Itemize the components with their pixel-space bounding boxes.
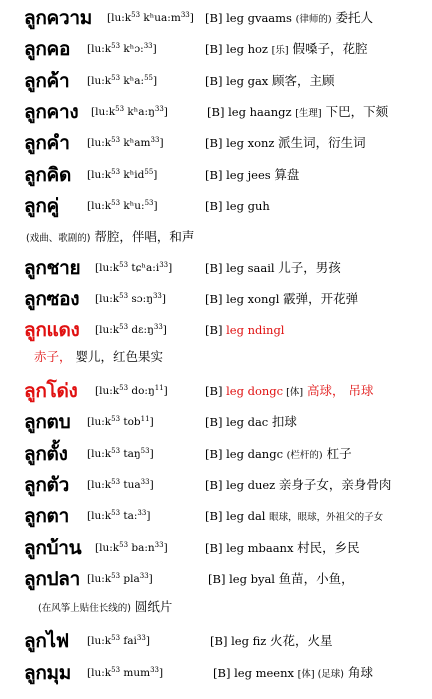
ipa-part: ]: [149, 448, 154, 460]
ipa-transcription: [87, 633, 150, 649]
source-term: [B] leg gax: [205, 74, 272, 88]
thai-headword: ลูกไฟ: [24, 630, 69, 652]
source-term: [B]: [205, 323, 227, 337]
tone-mark: 53: [111, 168, 121, 176]
source-term: [B] leg dal: [205, 509, 270, 523]
ipa-part: ]: [189, 12, 194, 24]
ipa-part: ]: [153, 169, 158, 181]
dictionary-entry: [0, 660, 432, 686]
ipa-part: kʰid: [120, 169, 145, 181]
ipa-transcription: [87, 198, 158, 214]
ipa-transcription: [91, 104, 168, 120]
ipa-part: ]: [149, 416, 154, 428]
thai-headword: ลูกคอ: [24, 38, 71, 60]
dictionary-entry: [0, 5, 432, 31]
tone-mark: 55: [144, 74, 154, 82]
thai-headword: ลูกตา: [24, 505, 69, 527]
thai-headword: ลูกปลา: [24, 568, 81, 590]
tone-mark: 53: [111, 199, 121, 207]
ipa-part: ]: [158, 667, 164, 679]
source-term: [B] leg gvaams: [205, 11, 296, 25]
ipa-part: [lu:k: [87, 75, 112, 87]
translation: [205, 322, 285, 338]
ipa-part: ]: [148, 573, 153, 585]
thai-headword: ลูกคู่: [24, 195, 59, 217]
ipa-part: ]: [162, 324, 167, 336]
translation: [205, 260, 341, 276]
usage-note: (栏杆的): [286, 450, 323, 461]
ipa-transcription: [95, 322, 167, 338]
ipa-part: kʰu:: [120, 200, 145, 212]
chinese-gloss: 村民，乡民: [297, 540, 360, 555]
ipa-part: tɕʰa:i: [128, 262, 160, 274]
usage-note: (律师的): [295, 14, 332, 25]
chinese-gloss: 派生词，衍生词: [278, 135, 366, 150]
ipa-part: do:ŋ: [128, 385, 155, 397]
tone-mark: 33: [152, 292, 162, 300]
dictionary-entry: [0, 566, 432, 592]
tone-mark: 53: [140, 447, 150, 455]
source-term: [B] leg haangz: [207, 105, 296, 119]
tone-mark: 33: [154, 105, 164, 113]
source-term: [B] leg xongl: [205, 292, 284, 306]
ipa-transcription: [87, 73, 157, 89]
source-term: [B] leg mbaanx: [205, 541, 298, 555]
thai-headword: ลูกความ: [24, 7, 92, 29]
ipa-part: [lu:k: [95, 324, 120, 336]
translation: [205, 508, 383, 526]
ipa-part: [lu:k: [95, 262, 120, 274]
ipa-part: ]: [153, 75, 158, 87]
ipa-part: kʰa:ŋ: [124, 106, 155, 118]
ipa-transcription: [87, 446, 154, 462]
tone-mark: 11: [154, 384, 164, 392]
tone-mark: 33: [159, 261, 169, 269]
source-term: [B] leg duez: [205, 478, 279, 492]
source-term: [B] leg meenx: [213, 666, 298, 680]
ipa-transcription: [87, 167, 157, 183]
ipa-part: ]: [152, 43, 157, 55]
ipa-part: [lu:k: [87, 510, 112, 522]
tone-mark: 53: [111, 666, 121, 674]
ipa-transcription: [87, 571, 153, 587]
chinese-gloss: 眼球，眼球，外祖父的子女: [269, 512, 384, 523]
ipa-transcription: [87, 414, 154, 430]
tone-mark: 53: [119, 541, 129, 549]
chinese-gloss-highlight: 高球， 吊球: [303, 383, 374, 398]
ipa-part: [lu:k: [87, 137, 112, 149]
ipa-part: [lu:k: [87, 169, 112, 181]
thai-headword: ลูกแดง: [24, 319, 80, 341]
source-term: [B] leg byal: [208, 572, 279, 586]
translation: [205, 540, 360, 556]
tone-mark: 53: [111, 509, 121, 517]
tone-mark: 53: [131, 11, 141, 19]
ipa-part: ba:n: [128, 542, 155, 554]
translation: [205, 167, 299, 183]
ipa-transcription: [87, 508, 150, 524]
dictionary-entry: [0, 317, 432, 343]
tone-mark: 53: [144, 199, 154, 207]
source-term: [B] leg xonz: [205, 136, 279, 150]
chinese-gloss: 算盘: [274, 167, 300, 182]
tone-mark: 53: [111, 74, 121, 82]
dictionary-entry: [0, 36, 432, 62]
tone-mark: 33: [153, 323, 163, 331]
thai-headword: ลูกตบ: [24, 411, 71, 433]
tone-mark: 33: [180, 11, 190, 19]
dictionary-entry: [0, 193, 432, 219]
thai-headword: ลูกบ้าน: [24, 537, 82, 559]
ipa-part: ]: [146, 510, 151, 522]
translation: [210, 633, 332, 649]
dictionary-entry: [0, 130, 432, 156]
chinese-gloss: 顾客，主顾: [271, 73, 335, 88]
tone-mark: 53: [119, 261, 129, 269]
ipa-part: [lu:k: [95, 385, 120, 397]
usage-note: (足球): [314, 669, 345, 680]
translation: [205, 135, 366, 151]
tone-mark: 33: [154, 541, 164, 549]
translation: [205, 41, 368, 59]
chinese-gloss: 假嗓子，花腔: [288, 41, 368, 56]
usage-note: [乐]: [271, 45, 289, 56]
ipa-part: ]: [163, 106, 168, 118]
dictionary-entry: [0, 409, 432, 435]
usage-note: [体]: [283, 387, 304, 398]
ipa-part: [lu:k: [95, 293, 120, 305]
thai-headword: ลูกตั้ง: [24, 443, 68, 465]
ipa-part: mum: [120, 667, 151, 679]
ipa-part: ]: [163, 542, 168, 554]
tone-mark: 53: [111, 447, 121, 455]
ipa-part: ta:: [120, 510, 138, 522]
ipa-part: [lu:k: [87, 573, 112, 585]
ipa-part: ]: [153, 200, 158, 212]
ipa-part: kʰa:: [120, 75, 145, 87]
chinese-gloss: 帮腔，伴唱，和声: [90, 229, 195, 244]
translation: [208, 571, 354, 587]
thai-headword: ลูกคิด: [24, 164, 71, 186]
dictionary-entry: [0, 99, 432, 125]
chinese-gloss: 婴儿，红色果实: [71, 349, 163, 364]
ipa-part: ]: [163, 385, 168, 397]
thai-headword: ลูกโด่ง: [24, 380, 78, 402]
tone-mark: 33: [137, 509, 147, 517]
translation: [205, 477, 391, 493]
tone-mark: 53: [119, 323, 129, 331]
translation: [205, 10, 373, 28]
dictionary-entry: [0, 503, 432, 529]
ipa-transcription: [87, 477, 154, 493]
chinese-gloss-highlight: 赤子，: [34, 349, 72, 364]
usage-note: (在风筝上贴住长线的): [38, 603, 131, 614]
thai-headword: ลูกมุม: [24, 662, 71, 684]
gloss-continuation: [34, 347, 432, 367]
source-term: [B] leg jees: [205, 168, 275, 182]
usage-note: [体]: [297, 669, 315, 680]
ipa-part: [lu:k: [87, 667, 112, 679]
ipa-part: [lu:k: [87, 479, 112, 491]
thai-headword: ลูกคาง: [24, 101, 79, 123]
ipa-part: [lu:k: [87, 200, 112, 212]
ipa-part: ]: [149, 479, 154, 491]
source-term: [B] leg fiz: [210, 634, 270, 648]
dictionary-entry: [0, 378, 432, 404]
ipa-part: pla: [120, 573, 140, 585]
dictionary-entry: [0, 441, 432, 467]
translation: [205, 73, 334, 89]
dictionary-entry: [0, 472, 432, 498]
ipa-part: fai: [120, 635, 137, 647]
thai-headword: ลูกค้า: [24, 70, 70, 92]
tone-mark: 53: [115, 105, 125, 113]
ipa-transcription: [87, 665, 163, 681]
source-term: [B] leg dangc: [205, 447, 287, 461]
chinese-gloss: 圆纸片: [130, 599, 173, 614]
translation: [205, 198, 270, 214]
dictionary-entry: [0, 68, 432, 94]
tone-mark: 53: [119, 292, 129, 300]
ipa-part: sɔ:ŋ: [128, 293, 153, 305]
ipa-transcription: [95, 540, 168, 556]
source-term-highlight: leg dongc: [226, 384, 284, 398]
chinese-gloss: 扣球: [271, 414, 297, 429]
chinese-gloss: 火花，火星: [269, 633, 333, 648]
ipa-part: [lu:k: [87, 43, 112, 55]
ipa-part: [lu:k: [87, 448, 112, 460]
ipa-part: ]: [145, 635, 150, 647]
gloss-continuation: [38, 597, 432, 617]
tone-mark: 53: [111, 136, 121, 144]
translation: [207, 104, 388, 122]
usage-note: (戏曲、歌剧的): [26, 233, 91, 244]
dictionary-entry: [0, 255, 432, 281]
gloss-continuation: [26, 227, 432, 247]
thai-headword: ลูกตัว: [24, 474, 69, 496]
translation: [205, 446, 352, 464]
tone-mark: 33: [136, 634, 146, 642]
ipa-part: dɛ:ŋ: [128, 324, 154, 336]
ipa-transcription: [95, 383, 168, 399]
ipa-part: [lu:k: [87, 416, 112, 428]
ipa-part: [lu:k: [91, 106, 116, 118]
chinese-gloss: 下巴，下颏: [321, 104, 389, 119]
dictionary-entry: [0, 286, 432, 312]
tone-mark: 53: [119, 384, 129, 392]
thai-headword: ลูกคำ: [24, 132, 70, 154]
usage-note: [生理]: [295, 108, 322, 119]
dictionary-entry: [0, 535, 432, 561]
tone-mark: 11: [140, 415, 150, 423]
ipa-transcription: [107, 10, 194, 26]
chinese-gloss: 鱼苗，小鱼，: [278, 571, 354, 586]
ipa-part: kʰɔ:: [120, 43, 144, 55]
ipa-part: ]: [159, 137, 164, 149]
translation: [205, 414, 297, 430]
chinese-gloss: 杠子: [322, 446, 352, 461]
ipa-part: kʰam: [120, 137, 151, 149]
tone-mark: 55: [144, 168, 154, 176]
ipa-part: ]: [168, 262, 173, 274]
translation: [205, 383, 373, 401]
tone-mark: 33: [150, 136, 160, 144]
thai-headword: ลูกชาย: [24, 257, 81, 279]
ipa-transcription: [95, 260, 172, 276]
thai-headword: ลูกซอง: [24, 288, 80, 310]
tone-mark: 53: [111, 478, 121, 486]
ipa-part: ]: [161, 293, 166, 305]
ipa-part: [lu:k: [95, 542, 120, 554]
chinese-gloss: 亲身子女，亲身骨肉: [278, 477, 392, 492]
dictionary-entry: [0, 628, 432, 654]
tone-mark: 33: [140, 478, 150, 486]
tone-mark: 33: [139, 572, 149, 580]
tone-mark: 53: [111, 634, 121, 642]
translation: [205, 291, 358, 307]
ipa-part: tua: [120, 479, 141, 491]
source-term: [B]: [205, 384, 227, 398]
ipa-part: taŋ: [120, 448, 141, 460]
ipa-transcription: [95, 291, 166, 307]
tone-mark: 53: [111, 415, 121, 423]
chinese-gloss: 霰弹，开花弹: [283, 291, 359, 306]
chinese-gloss: 委托人: [331, 10, 374, 25]
tone-mark: 53: [111, 572, 121, 580]
ipa-part: [lu:k: [107, 12, 132, 24]
chinese-gloss: 角球: [344, 665, 373, 680]
dictionary-entry: [0, 162, 432, 188]
source-term: [B] leg dac: [205, 415, 272, 429]
source-term: [B] leg guh: [205, 199, 270, 213]
ipa-part: tob: [120, 416, 141, 428]
tone-mark: 33: [143, 42, 153, 50]
ipa-part: [lu:k: [87, 635, 112, 647]
ipa-transcription: [87, 41, 157, 57]
tone-mark: 53: [111, 42, 121, 50]
chinese-gloss: 儿子，男孩: [278, 260, 341, 275]
source-term: [B] leg hoz: [205, 42, 272, 56]
ipa-transcription: [87, 135, 164, 151]
ipa-part: kʰua:m: [140, 12, 181, 24]
source-term: [B] leg saail: [205, 261, 279, 275]
translation: [213, 665, 373, 683]
tone-mark: 33: [150, 666, 159, 674]
source-term-highlight: leg ndingl: [226, 323, 285, 337]
